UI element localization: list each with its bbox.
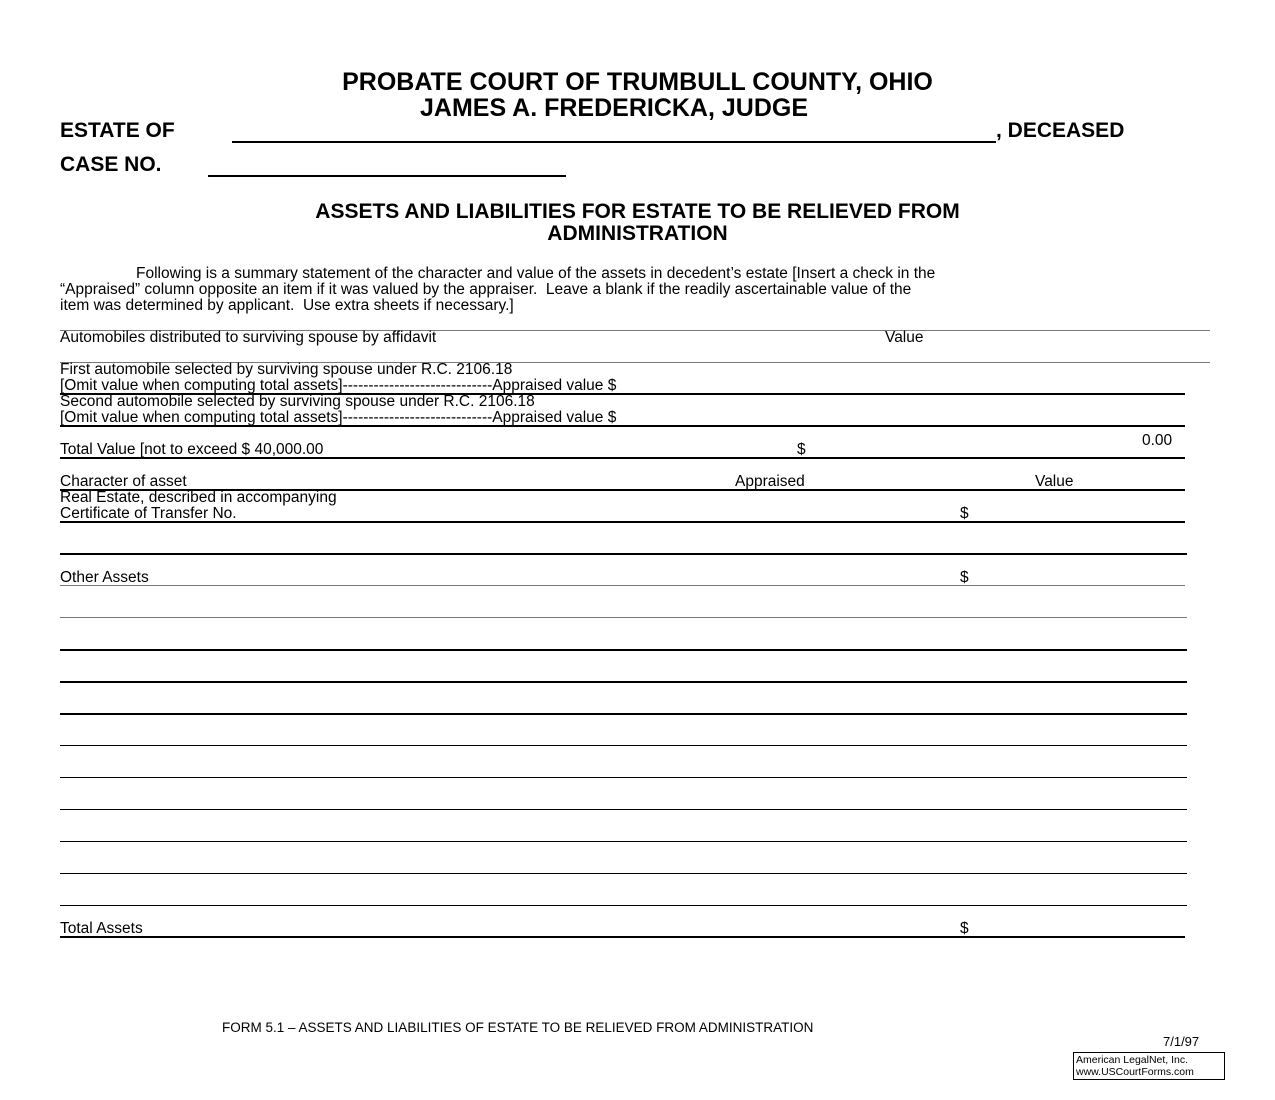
blank-line[interactable] (60, 745, 1187, 746)
stamp-url: www.USCourtForms.com (1076, 1066, 1194, 1078)
character-header: Character of asset (60, 473, 187, 490)
value-col-header: Value (1035, 473, 1074, 490)
case-label: CASE NO. (60, 153, 162, 176)
blank-line[interactable] (60, 681, 1187, 683)
total-value[interactable]: 0.00 (1142, 432, 1173, 449)
blank-line[interactable] (60, 553, 1187, 555)
stamp-line: American LegalNet, Inc. (1076, 1054, 1189, 1066)
real-estate-label: Real Estate, described in accompanying (60, 489, 337, 506)
blank-line[interactable] (60, 649, 1187, 651)
automobiles-heading: Automobiles distributed to surviving spouse by affidavit (60, 329, 437, 346)
second-automobile-label: Second automobile selected by surviving spouse under R.C. 2106.18 (60, 393, 535, 410)
dollar-sign: $ (960, 505, 969, 522)
blank-line[interactable] (60, 777, 1187, 778)
form-title: ASSETS AND LIABILITIES FOR ESTATE TO BE RELIEVED FROM (315, 200, 960, 223)
deceased-label: , DECEASED (996, 119, 1125, 142)
second-automobile-note: [Omit value when computing total assets]-----------------------------Appraised value $ (60, 409, 617, 426)
total-value-label: Total Value [not to exceed $ 40,000.00 (60, 441, 324, 458)
dollar-sign: $ (960, 920, 969, 937)
total-value-field (60, 457, 1185, 459)
first-automobile-note: [Omit value when computing total assets]-----------------------------Appraised value $ (60, 377, 617, 394)
blank-line[interactable] (60, 873, 1187, 874)
other-assets-field[interactable] (60, 585, 1185, 586)
publisher-stamp (1073, 1052, 1225, 1080)
real-estate-field[interactable] (60, 521, 1185, 523)
blank-line[interactable] (60, 617, 1187, 618)
other-assets-label: Other Assets (60, 569, 149, 586)
estate-name-field[interactable] (232, 141, 996, 143)
total-assets-field[interactable] (60, 936, 1185, 938)
judge-name: JAMES A. FREDERICKA, JUDGE (420, 94, 809, 122)
intro-text: item was determined by applicant. Use extra sheets if necessary.] (60, 297, 514, 314)
blank-line[interactable] (60, 841, 1187, 842)
case-number-field[interactable] (208, 175, 566, 177)
blank-line[interactable] (60, 905, 1187, 906)
court-name: PROBATE COURT OF TRUMBULL COUNTY, OHIO (342, 68, 933, 96)
form-title-2: ADMINISTRATION (547, 222, 728, 245)
form-footer: FORM 5.1 – ASSETS AND LIABILITIES OF ESTATE TO BE RELIEVED FROM ADMINISTRATION (222, 1020, 814, 1035)
estate-label: ESTATE OF (60, 119, 175, 142)
second-automobile-value-field[interactable] (60, 425, 1185, 427)
blank-line[interactable] (60, 713, 1187, 715)
certificate-label: Certificate of Transfer No. (60, 505, 237, 522)
intro-text: “Appraised” column opposite an item if it was valued by the appraiser. Leave a blank if the readily ascertainable value of the (60, 281, 912, 298)
appraised-header: Appraised (735, 473, 805, 490)
dollar-sign: $ (960, 569, 969, 586)
revision-date: 7/1/97 (1163, 1034, 1200, 1049)
total-assets-label: Total Assets (60, 920, 143, 937)
intro-text: Following is a summary statement of the character and value of the assets in decedent’s estate [Insert a check in the (136, 265, 936, 282)
blank-line[interactable] (60, 809, 1187, 810)
first-automobile-label: First automobile selected by surviving spouse under R.C. 2106.18 (60, 361, 513, 378)
dollar-sign: $ (797, 441, 806, 458)
value-header: Value (885, 329, 924, 346)
